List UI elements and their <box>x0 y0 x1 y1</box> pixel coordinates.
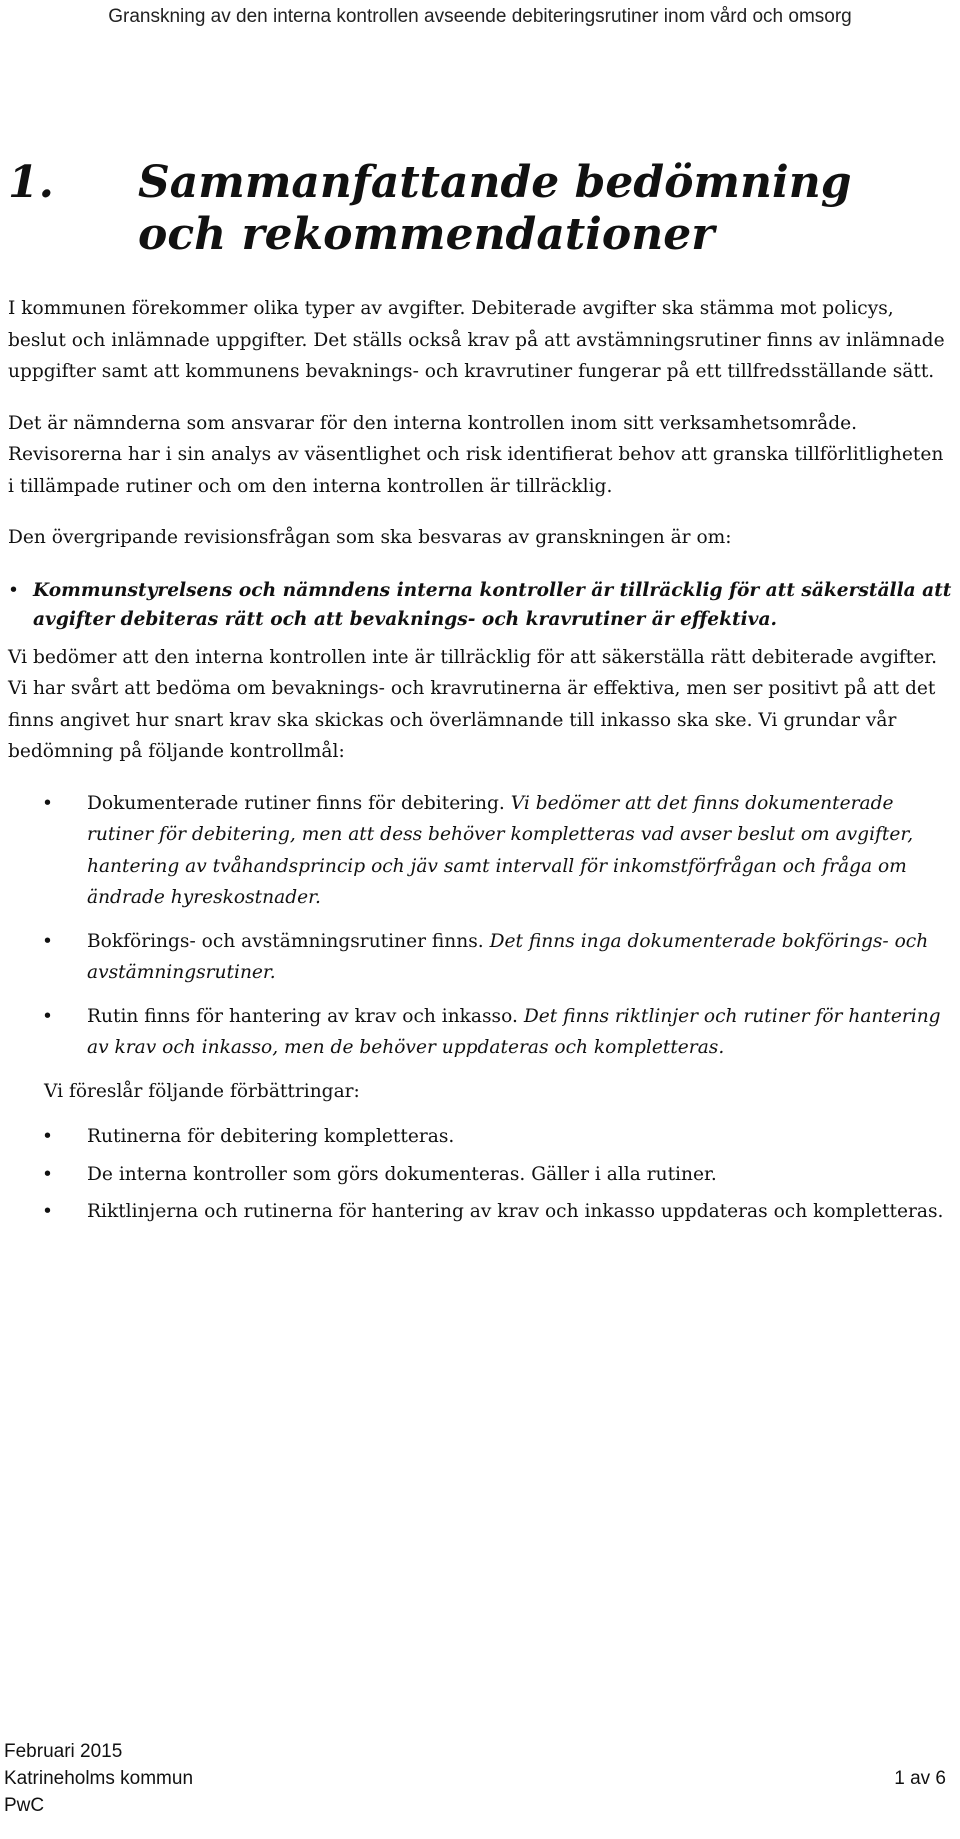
footer-firm: PwC <box>4 1795 45 1816</box>
document-body <box>8 157 953 1234</box>
improvements-intro: Vi föreslår följande förbättringar: <box>44 1080 360 1102</box>
assessment-paragraph: Vi bedömer att den interna kontrollen inte är tillräcklig för att säkerställa rätt debiterade avgifter. Vi har svårt att bedöma om bevaknings- och kravrutinerna är effektiva, men ser positivt på att det finns angivet hur snart krav ska skickas och överlämnande till inkasso ska ske. Vi grundar vår bedömning på följande kontrollmål: <box>8 646 938 762</box>
audit-question-text: Kommunstyrelsens och nämndens interna kontroller är tillräcklig för att säkerställa att avgifter debiteras rätt och att bevaknings- och kravrutiner är effektiva. <box>33 579 952 630</box>
improvements-list <box>8 1121 953 1228</box>
improvement-text: De interna kontroller som görs dokumenteras. Gäller i alla rutiner. <box>87 1163 717 1185</box>
bullet-icon: • <box>42 1126 53 1147</box>
control-objective-item <box>8 926 953 989</box>
audit-question <box>8 576 953 634</box>
control-objective-assessment: Det finns inga dokumenterade bokförings- och avstämningsrutiner. <box>87 930 929 983</box>
section-heading <box>8 157 953 261</box>
page-number: 1 av 6 <box>894 1768 946 1789</box>
bullet-icon: • <box>42 1201 53 1222</box>
improvement-text: Riktlinjerna och rutinerna för hantering av krav och inkasso uppdateras och kompletteras. <box>87 1201 944 1222</box>
footer-date: Februari 2015 <box>4 1741 123 1762</box>
page-footer <box>0 1738 960 1819</box>
improvement-item <box>8 1159 953 1191</box>
audit-question-lead: Den övergripande revisionsfrågan som ska besvaras av granskningen är om: <box>8 527 732 548</box>
bullet-icon: • <box>8 579 19 601</box>
bullet-icon: • <box>42 930 53 952</box>
bullet-icon: • <box>42 1005 53 1027</box>
control-objective: Rutin finns för hantering av krav och inkasso. <box>87 1005 518 1027</box>
control-objective: Bokförings- och avstämningsrutiner finns. <box>87 930 484 952</box>
control-objective: Dokumenterade rutiner finns för debitering. <box>87 792 505 814</box>
audit-question-list <box>8 576 953 634</box>
control-objectives-list <box>8 788 953 1064</box>
footer-organization: Katrineholms kommun <box>4 1768 194 1789</box>
control-objective-item <box>8 788 953 914</box>
improvement-item <box>8 1196 953 1228</box>
section-number: 1. <box>8 157 54 208</box>
control-objective-item <box>8 1001 953 1064</box>
improvement-text: Rutinerna för debitering kompletteras. <box>87 1126 455 1147</box>
improvement-item <box>8 1121 953 1153</box>
responsibility-paragraph: Det är nämnderna som ansvarar för den interna kontrollen inom sitt verksamhetsområde. Revisorerna har i sin analys av väsentlighet och risk identifierat behov att granska tillförlitligheten i tillämpade rutiner och om den interna kontrollen är tillräcklig. <box>8 412 944 497</box>
running-header: Granskning av den interna kontrollen avseende debiteringsrutiner inom vård och omsorg <box>108 6 852 27</box>
bullet-icon: • <box>42 1163 53 1185</box>
bullet-icon: • <box>42 792 53 814</box>
intro-paragraph: I kommunen förekommer olika typer av avgifter. Debiterade avgifter ska stämma mot policys, beslut och inlämnade uppgifter. Det ställs också krav på att avstämningsrutiner finns av inlämnade uppgifter samt att kommunens bevaknings- och kravrutiner fungerar på ett tillfredsställande sätt. <box>8 298 945 382</box>
control-objective-assessment: Det finns riktlinjer och rutiner för hantering av krav och inkasso, men de behöver uppdateras och kompletteras. <box>87 1005 941 1058</box>
control-objective-assessment: Vi bedömer att det finns dokumenterade rutiner för debitering, men att dess behöver kompletteras vad avser beslut om avgifter, hantering av tvåhandsprincip och jäv samt intervall för inkomstförfrågan och fråga om ändrade hyreskostnader. <box>87 792 914 908</box>
section-title: Sammanfattande bedömning och rekommendationer <box>138 157 852 260</box>
